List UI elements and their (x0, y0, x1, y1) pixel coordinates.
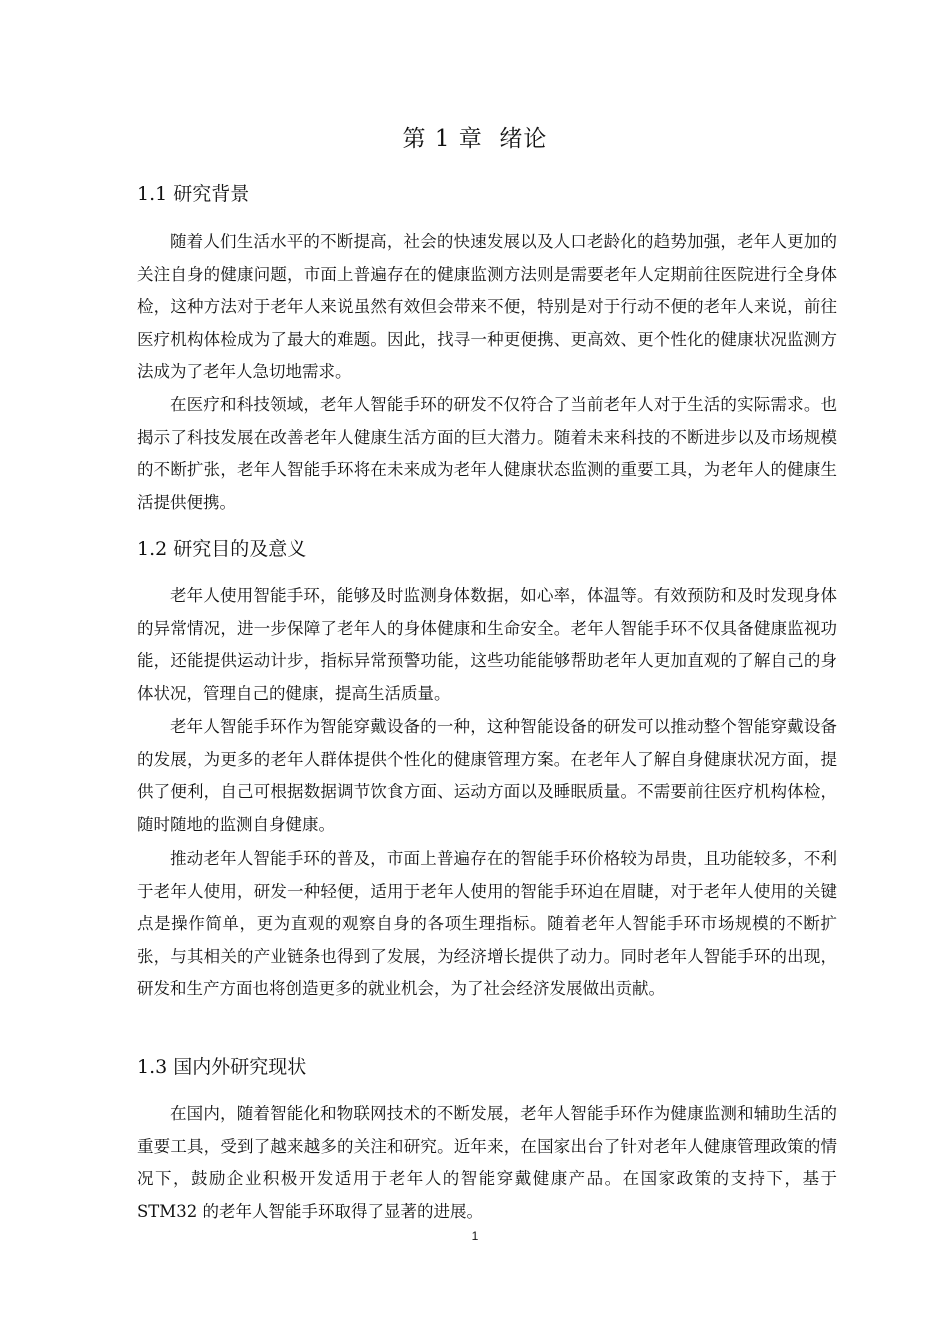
section-heading-1-2: 1.2 研究目的及意义 (137, 538, 307, 560)
paragraph: 在医疗和科技领域，老年人智能手环的研发不仅符合了当前老年人对于生活的实际需求。也揭示了科技发展在改善老年人健康生活方面的巨大潜力。随着未来科技的不断进步以及市场规模的不断扩张，老年人智能手环将在未来成为老年人健康状态监测的重要工具，为老年人的健康生活提供便携。 (137, 395, 837, 512)
paragraph: 随着人们生活水平的不断提高，社会的快速发展以及人口老龄化的趋势加强，老年人更加的关注自身的健康问题，市面上普遍存在的健康监测方法则是需要老年人定期前往医院进行全身体检，这种方法对于老年人来说虽然有效但会带来不便，特别是对于行动不便的老年人来说，前往医疗机构体检成为了最大的难题。因此，找寻一种更便携、更高效、更个性化的健康状况监测方法成为了老年人急切地需求。 (137, 232, 837, 381)
paragraph: 推动老年人智能手环的普及，市面上普遍存在的智能手环价格较为昂贵，且功能较多，不利于老年人使用，研发一种轻便，适用于老年人使用的智能手环迫在眉睫，对于老年人使用的关键点是操作简单，更为直观的观察自身的各项生理指标。随着老年人智能手环市场规模的不断扩张，与其相关的产业链条也得到了发展，为经济增长提供了动力。同时老年人智能手环的出现，研发和生产方面也将创造更多的就业机会，为了社会经济发展做出贡献。 (137, 849, 837, 998)
section-heading-1-3: 1.3 国内外研究现状 (137, 1056, 307, 1078)
paragraph: 在国内，随着智能化和物联网技术的不断发展，老年人智能手环作为健康监测和辅助生活的重要工具，受到了越来越多的关注和研究。近年来，在国家出台了针对老年人健康管理政策的情况下，鼓励企业积极开发适用于老年人的智能穿戴健康产品。在国家政策的支持下，基于 STM32 的老年人智能手环取得了显著的进展。 (137, 1104, 837, 1221)
page-number: 1 (471, 1229, 479, 1243)
paragraph: 老年人智能手环作为智能穿戴设备的一种，这种智能设备的研发可以推动整个智能穿戴设备的发展，为更多的老年人群体提供个性化的健康管理方案。在老年人了解自身健康状况方面，提供了便利，自己可根据数据调节饮食方面、运动方面以及睡眠质量。不需要前往医疗机构体检，随时随地的监测自身健康。 (137, 717, 837, 834)
paragraph: 老年人使用智能手环，能够及时监测身体数据，如心率，体温等。有效预防和及时发现身体的异常情况，进一步保障了老年人的身体健康和生命安全。老年人智能手环不仅具备健康监视功能，还能提供运动计步，指标异常预警功能，这些功能能够帮助老年人更加直观的了解自己的身体状况，管理自己的健康，提高生活质量。 (137, 586, 837, 703)
chapter-title: 第 1 章 绪论 (402, 126, 548, 152)
section-heading-1-1: 1.1 研究背景 (137, 183, 250, 205)
